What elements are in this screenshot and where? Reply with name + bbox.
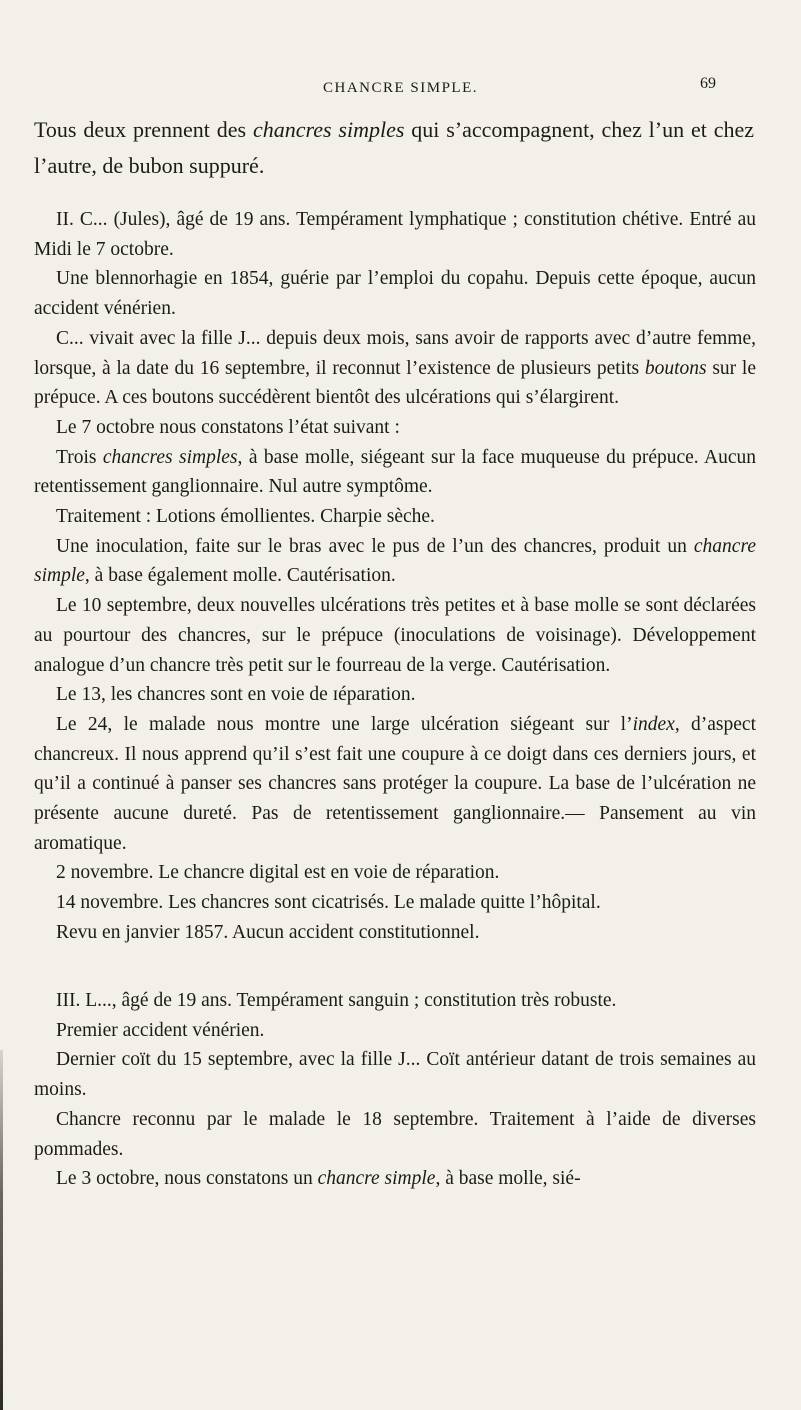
italic-term: chancres simples [252,117,405,142]
italic-term: chancre simple [317,1168,436,1190]
paragraph [34,324,756,413]
italic-term: index [632,713,675,735]
italic-term: chancre simple [34,535,756,587]
lead-paragraph-block [34,112,754,184]
paragraph: 2 novembre. Le chancre digital est en voie de réparation. [56,862,500,884]
text-run: C... vivait avec la fille J... depuis deux mois, sans avoir de rapports avec d’autre femme, lorsque, à la date du 16 septembre, il reconnut l’existence de plusieurs petits [34,327,756,379]
paragraph [34,443,756,502]
text-run: qui s’accompagnent, chez l’un et chez l’autre, de bubon suppuré. [34,117,755,178]
paragraph [34,532,756,591]
text-run: Trois [56,446,103,468]
italic-term: chancres simples [102,446,238,468]
italic-term: boutons [644,357,707,379]
paragraph [34,710,756,859]
lead-paragraph [34,112,754,184]
paragraph: Chancre reconnu par le malade le 18 septembre. Traitement à l’aide de diverses pommades. [34,1108,756,1160]
paragraph: Revu en janvier 1857. Aucun accident constitutionnel. [56,921,480,943]
paragraph: 14 novembre. Les chancres sont cicatrisés. Le malade quitte l’hôpital. [56,892,601,914]
text-run: sur le prépuce. A ces boutons succédèrent bientôt des ulcérations qui s’élargirent. [34,357,756,409]
text-run: , à base molle, siégeant sur la face muqueuse du prépuce. Aucun retentissement ganglionnaire. Nul autre symptôme. [34,446,756,498]
text-run: , à base molle, sié- [435,1168,581,1190]
paragraph: Le 13, les chancres sont en voie de ɪéparation. [56,684,416,706]
case-3-section [34,986,756,1194]
paragraph: Le 10 septembre, deux nouvelles ulcérations très petites et à base molle se sont déclarées au pourtour des chancres, sur le prépuce (inoculations de voisinage). Développement analogue d’un chancre très petit sur le fourreau de la verge. Cautérisation. [34,595,756,676]
page-number: 69 [700,75,716,92]
case-2-heading: II. C... (Jules), âgé de 19 ans. Tempérament lymphatique ; constitution chétive. Entré au Midi le 7 octobre. [34,209,756,260]
paragraph: Une blennorhagie en 1854, guérie par l’emploi du copahu. Depuis cette époque, aucun accident vénérien. [34,268,756,320]
paragraph: Traitement : Lotions émollientes. Charpie sèche. [56,506,435,528]
text-run: , à base également molle. Cautérisation. [84,565,396,587]
paragraph: Le 7 octobre nous constatons l’état suivant : [56,416,400,438]
text-run: Une inoculation, faite sur le bras avec le pus de l’un des chancres, produit un [56,535,694,557]
case-2-section [34,205,756,948]
paragraph: Dernier coït du 15 septembre, avec la fille J... Coït antérieur datant de trois semaines au moins. [34,1049,756,1101]
paragraph: Premier accident vénérien. [56,1019,265,1041]
text-run: Le 24, le malade nous montre une large ulcération siégeant sur l’ [56,713,633,735]
running-head: CHANCRE SIMPLE. [322,80,479,96]
scan-edge-shadow [0,1050,3,1410]
paragraph [34,1164,756,1194]
text-run: Le 3 octobre, nous constatons un [56,1168,318,1190]
case-3-heading: III. L..., âgé de 19 ans. Tempérament sanguin ; constitution très robuste. [56,990,617,1011]
text-run: Tous deux prennent des [34,117,253,142]
text-run: , d’aspect chancreux. Il nous apprend qu’il s’est fait une coupure à ce doigt dans ces derniers jours, et qu’il a continué à panser ses chancres sans protéger la coupure. La base de l’ulcération ne présente aucune dureté. Pas de retentissement ganglionnaire.— Pansement au vin aromatique. [34,713,756,854]
